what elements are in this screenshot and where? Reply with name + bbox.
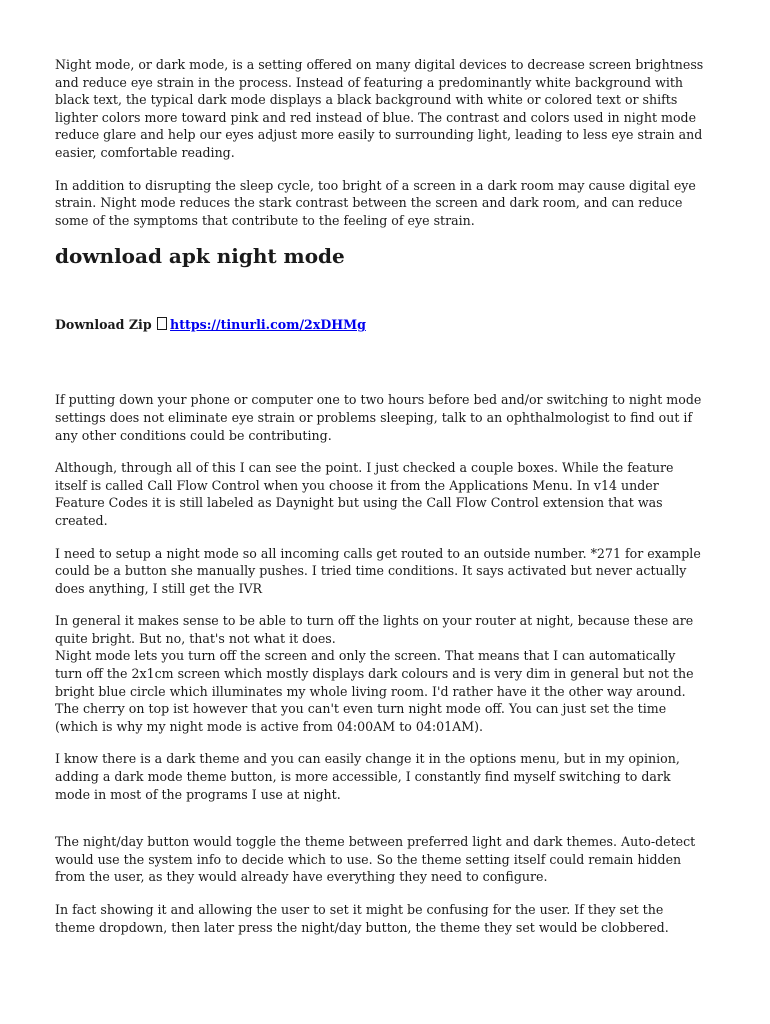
- page-heading: download apk night mode: [55, 244, 345, 269]
- text-line: In general it makes sense to be able to turn off the lights on your router at night, because these are: [55, 613, 694, 629]
- text-line: The cherry on top ist however that you can't even turn night mode off. You can just set the time: [55, 701, 667, 717]
- download-link[interactable]: https://tinurli.com/2xDHMg: [170, 317, 366, 333]
- body-paragraph-1: [55, 391, 714, 444]
- text-line: black text, the typical dark mode displays a black background with white or colored text or shifts: [55, 92, 678, 108]
- text-line: reduce glare and help our eyes adjust more easily to surrounding light, leading to less eye strain and: [55, 127, 703, 143]
- text-line: I know there is a dark theme and you can easily change it in the options menu, but in my opinion,: [55, 751, 680, 767]
- text-line: created.: [55, 512, 108, 528]
- text-line: from the user, as they would already have everything they need to configure.: [55, 869, 548, 885]
- text-line: turn off the 2x1cm screen which mostly displays dark colours and is very dim in general but not the: [55, 666, 694, 682]
- closing-section: [55, 833, 714, 936]
- text-line: any other conditions could be contributing.: [55, 427, 332, 443]
- text-line: lighter colors more toward pink and red instead of blue. The contrast and colors used in night mode: [55, 109, 697, 125]
- text-line: Night mode, or dark mode, is a setting offered on many digital devices to decrease screen brightness: [55, 57, 704, 72]
- closing-paragraph-2: [55, 901, 714, 936]
- text-line: Although, through all of this I can see the point. I just checked a couple boxes. While the feature: [55, 460, 674, 476]
- text-line: itself is called Call Flow Control when you choose it from the Applications Menu. In v14 under: [55, 477, 659, 493]
- spacer: [55, 818, 714, 833]
- text-line: Night mode lets you turn off the screen and only the screen. That means that I can automatically: [55, 648, 676, 664]
- text-line: If putting down your phone or computer one to two hours before bed and/or switching to night mode: [55, 392, 702, 408]
- intro-paragraph-1: [55, 56, 714, 162]
- text-line: easier, comfortable reading.: [55, 144, 235, 160]
- spacer: [55, 333, 714, 391]
- text-line: The night/day button would toggle the theme between preferred light and dark themes. Auto-detect: [55, 834, 696, 850]
- text-line: I need to setup a night mode so all incoming calls get routed to an outside number. *271 for example: [55, 545, 701, 561]
- body-section: [55, 391, 714, 803]
- text-line: could be a button she manually pushes. I tried time conditions. It says activated but never actually: [55, 563, 687, 579]
- text-line: adding a dark mode theme button, is more accessible, I constantly find myself switching to dark: [55, 769, 671, 785]
- text-line: Feature Codes it is still labeled as Daynight but using the Call Flow Control extension that was: [55, 495, 663, 511]
- text-line: mode in most of the programs I use at night.: [55, 786, 341, 802]
- text-line: quite bright. But no, that's not what it does.: [55, 630, 336, 646]
- text-line: settings does not eliminate eye strain or problems sleeping, talk to an ophthalmologist to find out if: [55, 409, 693, 425]
- text-line: In fact showing it and allowing the user to set it might be confusing for the user. If they set the: [55, 902, 664, 917]
- text-line: bright blue circle which illuminates my whole living room. I'd rather have it the other way around.: [55, 683, 686, 699]
- text-line: (which is why my night mode is active from 04:00AM to 04:01AM).: [55, 718, 484, 734]
- closing-paragraph-1: [55, 833, 714, 886]
- intro-paragraph-2: [55, 177, 714, 230]
- text-line: In addition to disrupting the sleep cycle, too bright of a screen in a dark room may cause digital eye: [55, 177, 696, 193]
- text-line: theme dropdown, then later press the night/day button, the theme they set would be clobbered.: [55, 919, 669, 935]
- intro-section: [55, 56, 714, 229]
- body-paragraph-5: [55, 750, 714, 803]
- text-line: and reduce eye strain in the process. Instead of featuring a predominantly white background with: [55, 74, 684, 90]
- body-paragraph-4: [55, 612, 714, 735]
- text-line: some of the symptoms that contribute to the feeling of eye strain.: [55, 212, 475, 228]
- download-label: Download Zip: [55, 317, 152, 333]
- download-line: [55, 316, 714, 333]
- body-paragraph-3: [55, 545, 714, 598]
- body-paragraph-2: [55, 459, 714, 529]
- text-line: strain. Night mode reduces the stark contrast between the screen and dark room, and can reduce: [55, 195, 683, 211]
- text-line: does anything, I still get the IVR: [55, 580, 263, 596]
- text-line: would use the system info to decide which to use. So the theme setting itself could remain hidden: [55, 851, 682, 867]
- missing-glyph-icon: [157, 317, 167, 330]
